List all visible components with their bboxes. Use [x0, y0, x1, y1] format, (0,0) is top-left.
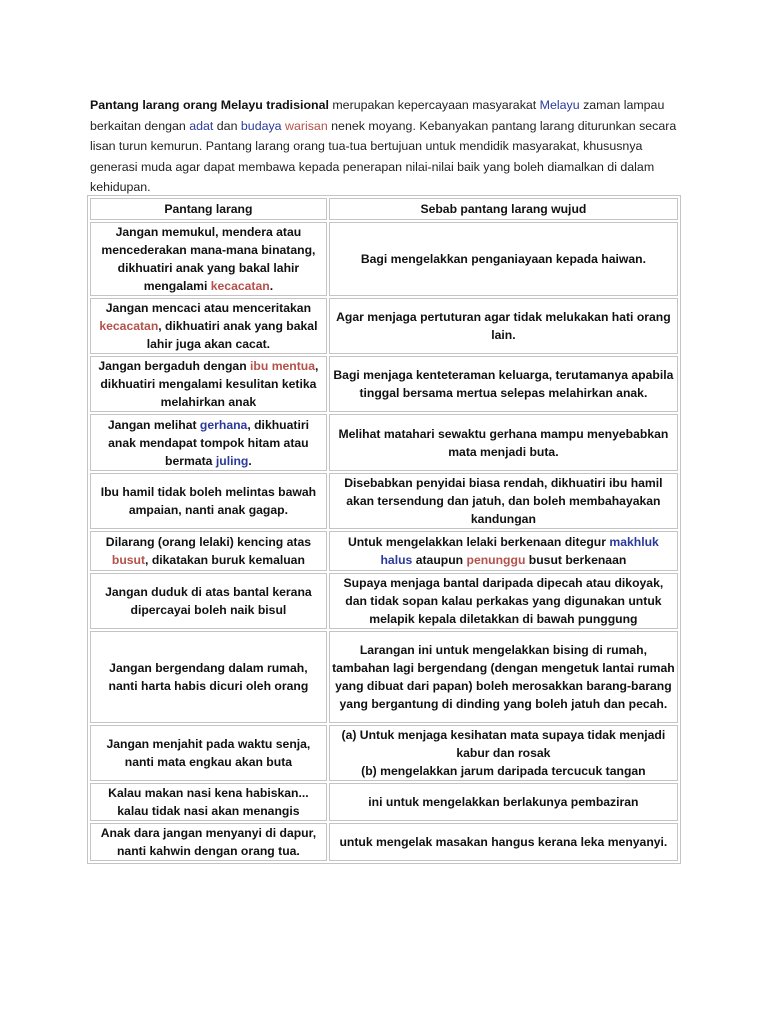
- table-row: [90, 573, 678, 629]
- cell-text: Anak dara jangan menyanyi di dapur, nanti kahwin dengan orang tua.: [100, 826, 317, 858]
- link-busut[interactable]: busut: [111, 553, 146, 567]
- cell-pantang: [90, 725, 327, 781]
- cell-text: untuk mengelak masakan hangus kerana leka menyanyi.: [339, 835, 668, 849]
- cell-text: Disebabkan penyidai biasa rendah, dikhuatiri ibu hamil akan tersendung dan jatuh, dan boleh membahayakan kandungan: [344, 476, 663, 526]
- cell-pantang: [90, 631, 327, 723]
- cell-text: , dikatakan buruk kemaluan: [145, 553, 305, 567]
- table-row: [90, 222, 678, 296]
- cell-text: .: [248, 453, 252, 468]
- cell-text: , dikhuatiri anak yang bakal lahir juga akan cacat.: [146, 319, 318, 351]
- table-row: [90, 631, 678, 723]
- cell-text: Jangan duduk di atas bantal kerana dipercayai boleh naik bisul: [105, 585, 312, 617]
- intro-text: merupakan kepercayaan masyarakat: [328, 98, 540, 112]
- table-row: [90, 783, 678, 821]
- cell-text: , dikhuatiri mengalami kesulitan ketika melahirkan anak: [100, 359, 319, 409]
- column-header-sebab: Sebab pantang larang wujud: [329, 198, 678, 220]
- cell-text: Dilarang (orang lelaki) kencing atas: [105, 535, 311, 549]
- cell-pantang: [90, 531, 327, 571]
- cell-text: Melihat matahari sewaktu gerhana mampu menyebabkan mata menjadi buta.: [338, 426, 669, 459]
- table-row: [90, 531, 678, 571]
- cell-text: Jangan melihat: [107, 417, 200, 432]
- link-ibu-mentua[interactable]: ibu mentua: [250, 359, 316, 373]
- table-row: [90, 414, 678, 471]
- cell-pantang: [90, 414, 327, 471]
- intro-text: zaman lampau berkaitan dengan: [90, 98, 665, 133]
- cell-text: ataupun: [412, 553, 467, 567]
- cell-text: Kalau makan nasi kena habiskan... kalau tidak nasi akan menangis: [108, 786, 309, 818]
- cell-sebab: [329, 783, 678, 821]
- cell-text: Jangan menjahit pada waktu senja, nanti mata engkau akan buta: [106, 737, 311, 769]
- intro-title: Pantang larang orang Melayu tradisional: [90, 98, 329, 112]
- cell-sebab: [329, 298, 678, 354]
- cell-text: Ibu hamil tidak boleh melintas bawah ampaian, nanti anak gagap.: [100, 485, 317, 517]
- table-header-row: [90, 198, 678, 220]
- cell-text: .: [269, 279, 274, 293]
- intro-text: dan: [213, 118, 241, 133]
- cell-text: busut berkenaan: [525, 553, 627, 567]
- cell-pantang: [90, 573, 327, 629]
- link-budaya[interactable]: budaya: [240, 118, 282, 133]
- cell-text: Bagi mengelakkan penganiayaan kepada haiwan.: [360, 252, 646, 266]
- table-row: [90, 725, 678, 781]
- table-row: [90, 298, 678, 354]
- cell-pantang: [90, 222, 327, 296]
- cell-sebab: [329, 573, 678, 629]
- cell-text: (b) mengelakkan jarum daripada tercucuk tangan: [361, 764, 646, 778]
- link-makhluk-halus[interactable]: makhluk halus: [380, 535, 659, 567]
- link-kecacatan[interactable]: kecacatan: [210, 279, 270, 293]
- link-gerhana[interactable]: gerhana: [199, 417, 248, 432]
- link-warisan[interactable]: warisan: [285, 118, 328, 133]
- intro-paragraph: [90, 95, 680, 198]
- cell-sebab: [329, 222, 678, 296]
- cell-sebab: [329, 823, 678, 861]
- cell-text: Larangan ini untuk mengelakkan bising di rumah, tambahan lagi bergendang (dengan mengetuk lantai rumah yang dibuat dari papan) boleh merosakkan barang-barang yang bergantung di dinding yang boleh jatuh dan pecah.: [332, 643, 675, 711]
- cell-pantang: [90, 356, 327, 412]
- cell-sebab: [329, 356, 678, 412]
- cell-text: Jangan mencaci atau menceritakan: [105, 301, 312, 315]
- cell-pantang: [90, 783, 327, 821]
- link-melayu[interactable]: Melayu: [539, 98, 580, 112]
- cell-text: Agar menjaga pertuturan agar tidak melukakan hati orang lain.: [336, 310, 671, 342]
- cell-sebab: [329, 473, 678, 529]
- cell-text: (a) Untuk menjaga kesihatan mata supaya tidak menjadi kabur dan rosak: [341, 728, 666, 760]
- cell-text: Jangan bergaduh dengan: [98, 359, 251, 373]
- cell-text: Untuk mengelakkan lelaki berkenaan ditegur: [347, 535, 610, 549]
- cell-text: Bagi menjaga kenteteraman keluarga, terutamanya apabila tinggal bersama mertua selepas melahirkan anak.: [333, 368, 674, 400]
- link-penunggu[interactable]: penunggu: [466, 553, 526, 567]
- cell-pantang: [90, 823, 327, 861]
- intro-text: nenek moyang. Kebanyakan pantang larang diturunkan secara lisan turun kemurun. Pantang larang orang tua-tua bertujuan untuk mendidik masyarakat, khususnya generasi muda agar dapat membawa kepada penerapan nilai-nilai baik yang boleh diamalkan di dalam kehidupan.: [90, 118, 677, 194]
- table-row: [90, 823, 678, 861]
- cell-sebab: [329, 531, 678, 571]
- cell-sebab: [329, 725, 678, 781]
- cell-text: Supaya menjaga bantal daripada dipecah atau dikoyak, dan tidak sopan kalau perkakas yang digunakan untuk melapik kepala diletakkan di bawah punggung: [343, 576, 664, 626]
- table-row: [90, 356, 678, 412]
- cell-sebab: [329, 631, 678, 723]
- link-juling[interactable]: juling: [215, 453, 249, 468]
- table-row: [90, 473, 678, 529]
- link-kecacatan[interactable]: kecacatan: [99, 319, 159, 333]
- column-header-pantang: Pantang larang: [90, 198, 327, 220]
- cell-text: Jangan memukul, mendera atau mencederakan mana-mana binatang, dikhuatiri anak yang bakal lahir mengalami: [101, 225, 316, 293]
- link-adat[interactable]: adat: [189, 118, 214, 133]
- cell-sebab: [329, 414, 678, 471]
- cell-text: ini untuk mengelakkan berlakunya pembaziran: [368, 795, 639, 809]
- cell-text: , dikhuatiri anak mendapat tompok hitam atau bermata: [108, 417, 309, 468]
- cell-pantang: [90, 473, 327, 529]
- cell-text: Jangan bergendang dalam rumah, nanti harta habis dicuri oleh orang: [108, 661, 309, 693]
- pantang-larang-table: [87, 195, 681, 864]
- cell-pantang: [90, 298, 327, 354]
